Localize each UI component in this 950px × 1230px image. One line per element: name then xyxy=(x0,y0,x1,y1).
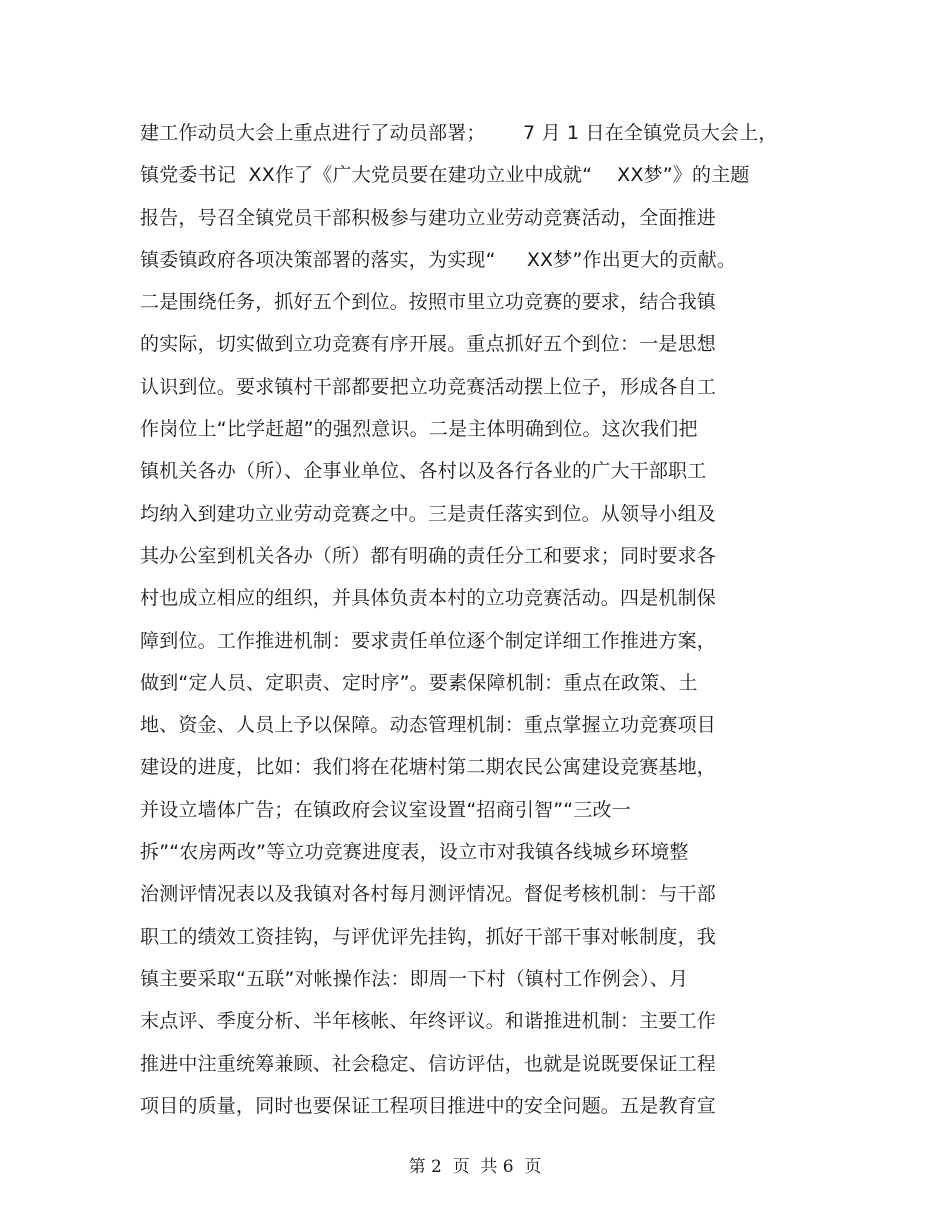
text-line: 报告，号召全镇党员干部积极参与建功立业劳动竞赛活动，全面推进 xyxy=(140,206,717,229)
text-line: 镇主要采取“五联”对帐操作法：即周一下村（镇村工作例会）、月 xyxy=(140,967,689,990)
text-line: 建工作动员大会上重点进行了动员部署； 7 月 1 日在全镇党员大会上， xyxy=(140,122,778,144)
text-line: 均纳入到建功立业劳动竞赛之中。三是责任落实到位。从领导小组及 xyxy=(140,502,717,525)
text-line: 二是围绕任务，抓好五个到位。按照市里立功竞赛的要求，结合我镇 xyxy=(140,291,717,314)
text-line: 推进中注重统筹兼顾、社会稳定、信访评估，也就是说既要保证工程 xyxy=(140,1052,717,1075)
text-line: 拆”“农房两改”等立功竞赛进度表，设立市对我镇各线城乡环境整 xyxy=(140,841,689,864)
text-line: 其办公室到机关各办（所）都有明确的责任分工和要求；同时要求各 xyxy=(140,544,717,567)
text-line: 职工的绩效工资挂钩，与评优评先挂钩，抓好干部干事对帐制度，我 xyxy=(140,925,717,948)
body-text xyxy=(140,112,840,1127)
text-line: 项目的质量，同时也要保证工程项目推进中的安全问题。五是教育宣 xyxy=(140,1094,717,1117)
text-line: 的实际，切实做到立功竞赛有序开展。重点抓好五个到位：一是思想 xyxy=(140,333,717,356)
text-line: 末点评、季度分析、半年核帐、年终评议。和谐推进机制：主要工作 xyxy=(140,1010,717,1033)
text-line: 地、资金、人员上予以保障。动态管理机制：重点掌握立功竞赛项目 xyxy=(140,714,717,737)
text-line: 镇委镇政府各项决策部署的落实，为实现“ XX梦”作出更大的贡献。 xyxy=(140,248,737,271)
text-line: 并设立墙体广告；在镇政府会议室设置“招商引智”“三改一 xyxy=(140,798,631,821)
text-line: 作岗位上“比学赶超”的强烈意识。二是主体明确到位。这次我们把 xyxy=(140,418,698,441)
text-line: 镇党委书记 XX作了《广大党员要在建功立业中成就“ XX梦”》的主题 xyxy=(140,164,750,187)
text-line: 障到位。工作推进机制：要求责任单位逐个制定详细工作推进方案， xyxy=(140,629,717,652)
text-line: 村也成立相应的组织，并具体负责本村的立功竞赛活动。四是机制保 xyxy=(140,587,717,610)
page-footer: 第 2 页 共 6 页 xyxy=(408,1157,542,1177)
text-line: 镇机关各办（所）、企事业单位、各村以及各行各业的广大干部职工 xyxy=(140,460,707,483)
text-line: 治测评情况表以及我镇对各村每月测评情况。督促考核机制：与干部 xyxy=(140,883,717,906)
text-line: 做到“定人员、定职责、定时序”。要素保障机制：重点在政策、土 xyxy=(140,671,698,694)
text-line: 建设的进度，比如：我们将在花塘村第二期农民公寓建设竞赛基地， xyxy=(140,756,717,779)
text-line: 认识到位。要求镇村干部都要把立功竞赛活动摆上位子，形成各自工 xyxy=(140,375,717,398)
